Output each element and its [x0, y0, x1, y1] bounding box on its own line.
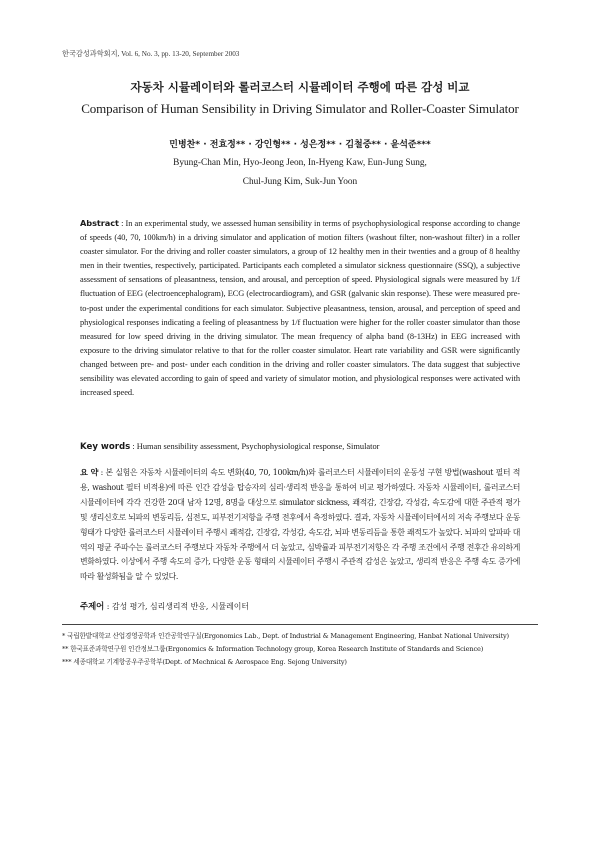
footnotes	[62, 631, 540, 669]
authors-korean: 민병찬* · 전효정** · 강인형** · 성은정** · 김철중** · 윤석준***	[169, 140, 431, 150]
footnote-text: 세종대학교 기계항공우주공학부(Dept. of Mechnical & Aerospace Eng. Sejong University)	[71, 657, 347, 666]
korean-keywords-label: 주제어	[80, 601, 105, 611]
footnote-mark: *	[62, 632, 66, 640]
korean-keywords-text: : 감성 평가, 심리생리적 반응, 시뮬레이터	[104, 602, 249, 611]
journal-citation: 한국감성과학회지, Vol. 6, No. 3, pp. 13-20, September 2003	[62, 50, 240, 58]
title-english: Comparison of Human Sensibility in Driving Simulator and Roller-Coaster Simulator	[81, 101, 519, 116]
footnote-divider	[62, 624, 538, 625]
korean-summary	[80, 465, 520, 585]
footnote-2	[62, 644, 540, 656]
footnote-3	[62, 657, 540, 669]
authors-english-line-2: Chul-Jung Kim, Suk-Jun Yoon	[242, 177, 358, 187]
footnote-mark: **	[62, 644, 69, 653]
footnote-text: 한국표준과학연구원 인간정보그룹(Ergonomics & Information Technology group, Korea Research Institute of Standards and Science)	[68, 644, 484, 653]
keywords-text: : Human sensibility assessment, Psychophysiological response, Simulator	[130, 442, 380, 451]
summary-text: : 본 실험은 자동차 시뮬레이터의 속도 변화(40, 70, 100km/h)와 롤러코스터 시뮬레이터의 운동성 구현 방법(washout 필터 적용, washout 필터 비적용)에 따른 인간 감성을 탑승자의 심리·생리적 반응을 통하여 비교 평가하였다. 자동차 시뮬레이터, 롤러코스터 시뮬레이터에 각각 건강한 20대 남자 12명, 8명을 대상으로 simulator sickness, 쾌적감, 긴장감, 각성감, 속도감에 대한 주관적 평가 및 생리신호로 뇌파의 변동리듬, 심전도, 피부전기저항을 주행 전후에서 측정하였다. 결과, 자동차 시뮬레이터에서의 저속 주행보다 운동 형태가 다양한 롤러코스터 시뮬레이터 주행시 쾌적감, 긴장감, 각성감, 속도감, 뇌파 변동리듬을 통한 쾌적도가 높았다. 뇌파의 알파파 대역의 평균 주파수는 롤러코스터 주행보다 자동차 주행에서 더 높았고, 심박률과 피부전기저항은 각 주행 조건에서 주행 전후간 유의하게 변화하였다. 이상에서 주행 속도의 증가, 다양한 운동 형태의 시뮬레이터 주행시 주관적 감성은 높았고, 생리적 반응은 주행 속도 증가에 따라 활성화됨을 알 수 있었다.	[80, 468, 520, 582]
abstract-label: Abstract	[80, 218, 119, 228]
abstract	[80, 216, 520, 400]
korean-keywords	[80, 600, 520, 612]
abstract-text: : In an experimental study, we assessed human sensibility in terms of psychophysiological response according to change of speeds (40, 70, 100km/h) in a driving simulator and application of motion filters (washout filter, non-washout filter) in a roller coaster simulator. For the driving and roller coaster simulators, a group of 12 healthy men in their twenties and a group of 8 healthy men in their twenties, respectively, participated. Participants each completed a simulator sickness questionnaire (SSQ), a subjective assessment of sensations of pleasantness, tension, and arousal, and perception of speed. Physiological signals were measured by 1/f fluctuation of EEG (electroencephalogram), ECG (electrocardiogram), and GSR (galvanic skin response). These were measured pre-to-post under the experimental conditions for each simulator. Subjective pleasantness, tension, arousal, and perception of speed and physiological responses indicating a feeling of pleasantness by 1/f fluctuation were higher for the roller coaster simulator than those measured for low speed driving in the driving simulator. The mean frequency of alpha band (8-13Hz) in EEG increased with exposure to the driving simulator relative to that for the roller coaster simulator. Heart rate variability and GSR were significantly changed between pre- and post- under each condition in the driving and roller coaster simulators. The data suggest that subjective sensibility was elevated according to gain of speed and variety of simulator motion, and physiological responses were activated with increased speed.	[80, 219, 520, 398]
footnote-mark: ***	[62, 657, 72, 666]
footnote-1	[62, 631, 540, 643]
footnote-text: 국립한밭대학교 산업경영공학과 인간공학연구실(Ergonomics Lab., Dept. of Industrial & Management Engineering, Hanbat National University)	[65, 632, 509, 640]
keywords	[80, 442, 520, 452]
authors-english-line-1: Byung-Chan Min, Hyo-Jeong Jeon, In-Hyeng Kaw, Eun-Jung Sung,	[173, 158, 427, 168]
keywords-label: Key words	[80, 442, 131, 452]
summary-label: 요 약	[80, 467, 99, 477]
title-korean: 자동차 시뮬레이터와 롤러코스터 시뮬레이터 주행에 따른 감성 비교	[130, 80, 470, 94]
